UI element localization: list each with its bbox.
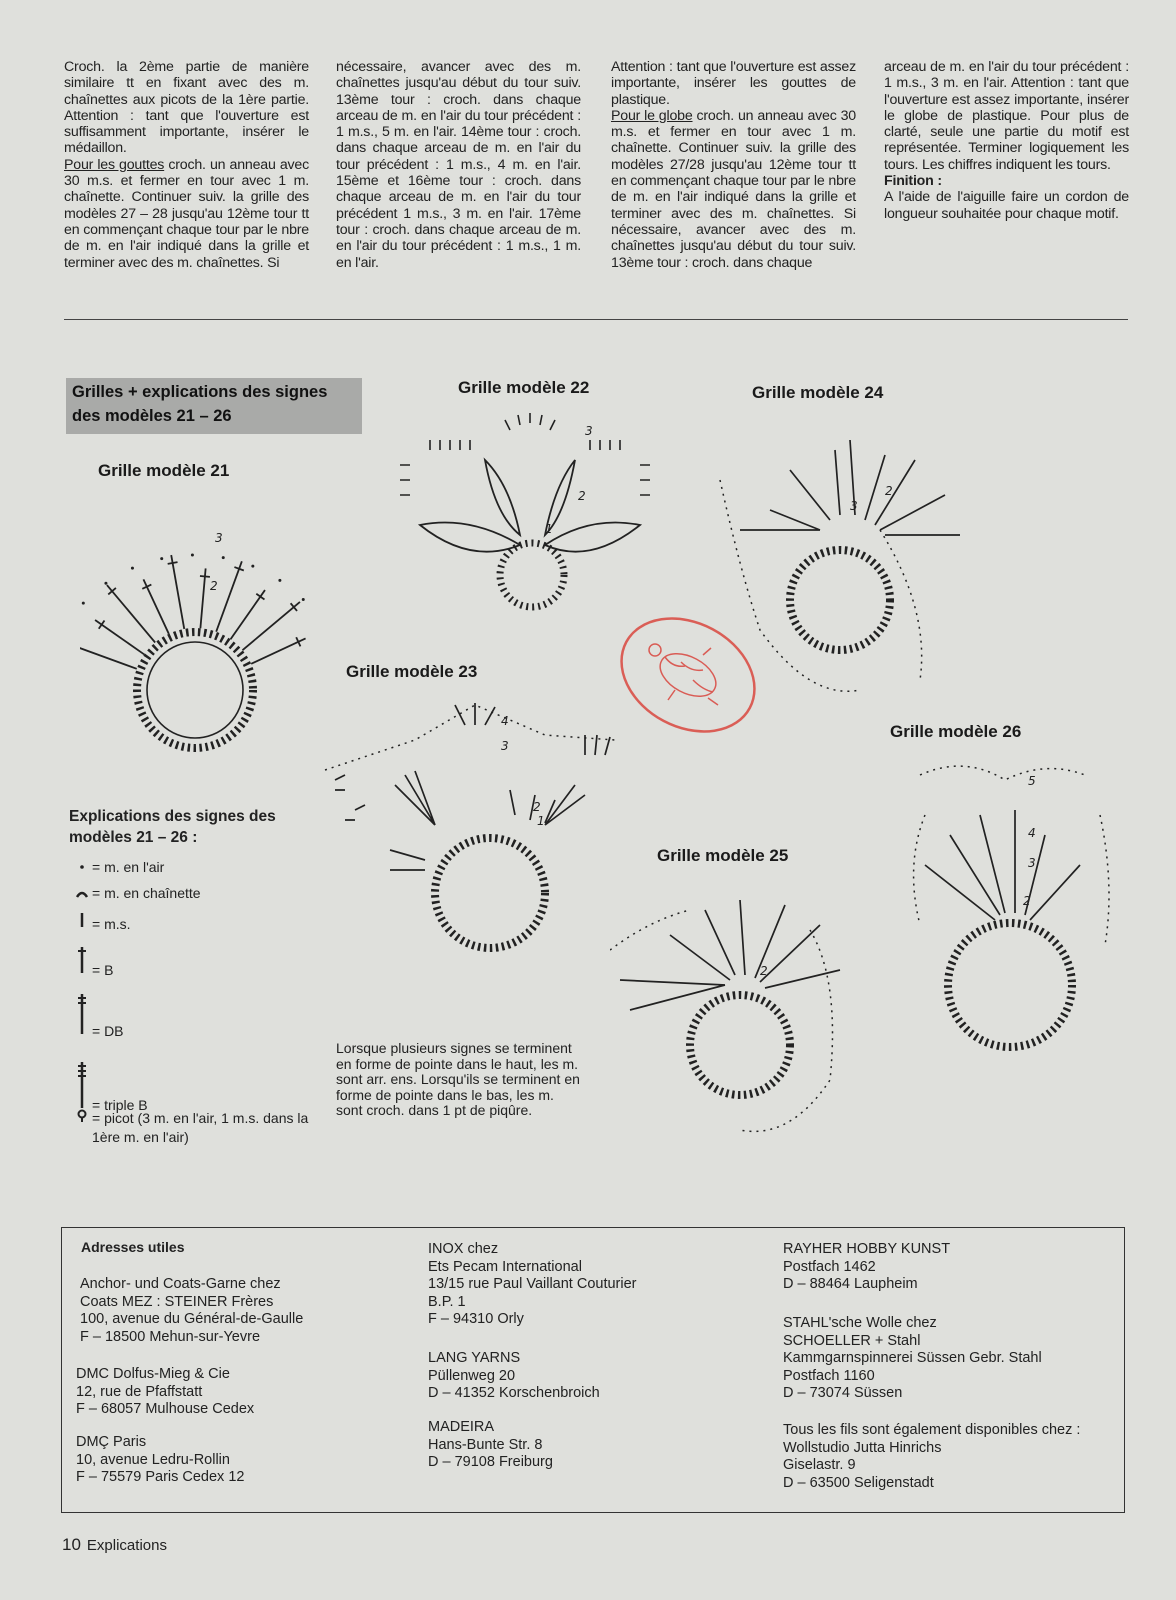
legend-item: = m. en l'air	[72, 859, 164, 875]
chain-dot	[82, 602, 85, 605]
legend-item: = picot (3 m. en l'air, 1 m.s. dans la 1ère m. en l'air)	[72, 1109, 308, 1147]
address-entry: DMC Dolfus-Mieg & Cie 12, rue de Pfaffstatt F – 68057 Mulhouse Cedex	[76, 1366, 255, 1417]
stitch-crossbar	[168, 562, 178, 564]
stitch-mark	[95, 620, 144, 654]
round-number: 3	[501, 739, 509, 753]
grid-title-25: Grille modèle 25	[657, 846, 789, 865]
stitch-mark	[251, 638, 305, 663]
round-number: 2	[210, 579, 218, 593]
crochet-diagram-21	[80, 490, 320, 760]
address-entry: DMÇ Paris 10, avenue Ledru-Rollin F – 75579 Paris Cedex 12	[76, 1434, 245, 1485]
round-number: 2	[533, 800, 541, 814]
section-title-line-2: des modèles 21 – 26	[72, 407, 232, 425]
chain-dots	[80, 554, 320, 685]
address-entry: MADEIRA Hans-Bunte Str. 8 D – 79108 Freiburg	[428, 1419, 553, 1470]
grid-title-26: Grille modèle 26	[890, 722, 1022, 741]
chain-dot	[191, 554, 194, 557]
round-number: 3	[850, 499, 858, 513]
text-column-1	[64, 59, 309, 271]
note-paragraph: Lorsque plusieurs signes se terminent en forme de pointe dans le haut, les m. sont arr. ens. Lorsqu'ils se terminent en forme de pointe dans le bas, les m. sont croch. dans 1 pt de piqûre.	[336, 1040, 580, 1118]
chain-dot	[278, 579, 281, 582]
crochet-diagram-25	[610, 880, 850, 1140]
address-entry: Anchor- und Coats-Garne chez Coats MEZ : STEINER Frères 100, avenue du Général-de-Gaulle F – 18500 Mehun-sur-Yevre	[80, 1276, 304, 1345]
address-entry: Tous les fils sont également disponibles chez : Wollstudio Jutta Hinrichs Giselastr. 9 D – 63500 Seligenstadt	[783, 1422, 1081, 1491]
stitch-crossbar	[200, 576, 210, 577]
subheading-drops: Pour les gouttes	[64, 156, 165, 173]
db-stitch-icon	[72, 992, 92, 1039]
subheading-globe: Pour le globe	[611, 107, 693, 124]
chain-dot	[131, 567, 134, 570]
chain-dot	[222, 556, 225, 559]
grid-title-22: Grille modèle 22	[458, 378, 590, 397]
picot-icon	[72, 1109, 92, 1128]
text-column-2	[336, 59, 581, 271]
stitch-crossbar	[99, 621, 105, 629]
turtle-stamp-icon	[613, 610, 763, 740]
text-column-4	[884, 59, 1129, 222]
crochet-diagram-26	[905, 755, 1115, 1090]
chain-dot	[160, 557, 163, 560]
paragraph: croch. un anneau avec 30 m.s. et fermer en tour avec 1 m. chaînette. Continuer suiv. la grille des modèles 27/28 jusqu'au 12ème tour tt en commençant chaque tour par le nbre de m. en l'air indiqué dans la grille et terminer avec des m. chaînettes. Si nécessaire, avancer avec des m. chaînettes jusqu'au début du tour suiv. 13ème tour : croch. dans chaque	[611, 107, 856, 271]
grid-title-23: Grille modèle 23	[346, 662, 478, 681]
footer-label: Explications	[86, 1537, 167, 1554]
address-entry: INOX chez Ets Pecam International 13/15 rue Paul Vaillant Couturier B.P. 1 F – 94310 Orly	[428, 1241, 637, 1327]
grid-title-21: Grille modèle 21	[98, 461, 230, 480]
addresses-title: Adresses utiles	[81, 1239, 185, 1255]
legend-item: = B	[72, 945, 113, 978]
stitch-mark	[231, 590, 265, 639]
legend-title: Explications des signes des modèles 21 – 26 :	[69, 808, 276, 846]
round-number: 2	[578, 489, 586, 503]
paragraph: Attention : tant que l'ouverture est assez importante, insérer les gouttes de plastique.	[611, 59, 856, 108]
paragraph: croch. un anneau avec 30 m.s. et fermer en tour avec 1 m. chaînette. Continuer suiv. la grille des modèles 27 – 28 jusqu'au 12ème tour tt en commençant chaque tour par le nbre de m. en l'air indiqué dans la grille et terminer avec des m. chaînettes. Si	[64, 156, 309, 271]
stitch-mark	[216, 561, 242, 631]
round-number: 4	[1028, 826, 1036, 840]
page-number: 10	[62, 1535, 81, 1554]
round-number: 2	[760, 964, 768, 978]
bar-icon	[72, 911, 92, 932]
legend-item: = triple B	[72, 1060, 148, 1113]
crochet-diagram-22	[390, 405, 680, 630]
chain-dot	[104, 582, 107, 585]
round-number: 1	[545, 522, 553, 536]
legend-item: = m. en chaînette	[72, 885, 201, 901]
stitch-mark	[171, 555, 184, 629]
chain-dot	[302, 598, 305, 601]
round-number: 4	[501, 714, 509, 728]
page-footer	[62, 1535, 167, 1555]
b-stitch-icon	[72, 945, 92, 978]
round-number: 2	[1023, 894, 1031, 908]
stitch-mark	[200, 568, 205, 628]
horizontal-rule	[64, 319, 1128, 320]
stitch-mark	[80, 643, 137, 669]
triple-stitch-icon	[72, 1060, 92, 1113]
round-number: 3	[585, 424, 593, 438]
paragraph: A l'aide de l'aiguille faire un cordon de longueur souhaitée pour chaque motif.	[884, 189, 1129, 222]
section-title-box	[66, 378, 362, 434]
legend-item: = DB	[72, 992, 124, 1039]
arc-icon	[72, 885, 92, 901]
stitch-crossbar	[256, 594, 264, 600]
round-number: 5	[1028, 774, 1036, 788]
grid-title-24: Grille modèle 24	[752, 383, 884, 402]
round-number: 1	[537, 814, 545, 828]
legend-item: = m.s.	[72, 911, 131, 932]
stitch-mark	[143, 579, 168, 633]
section-title-line-1: Grilles + explications des signes	[72, 383, 328, 401]
subheading-finition: Finition :	[884, 173, 942, 190]
paragraph: Croch. la 2ème partie de manière similaire tt en fixant avec des m. chaînettes aux picots de la 1ère partie. Attention : tant que l'ouverture est suffisamment importante, insérer le médaillon.	[64, 59, 309, 157]
address-entry: RAYHER HOBBY KUNST Postfach 1462 D – 88464 Laupheim	[783, 1241, 951, 1292]
crochet-diagram-23	[315, 695, 635, 980]
text-column-3	[611, 59, 856, 271]
address-entry: LANG YARNS Püllenweg 20 D – 41352 Korschenbroich	[428, 1350, 600, 1401]
chain-dot	[251, 565, 254, 568]
address-entry: STAHL'sche Wolle chez SCHOELLER + Stahl Kammgarnspinnerei Süssen Gebr. Stahl Postfach 1160 D – 73074 Süssen	[783, 1315, 1042, 1401]
paragraph: arceau de m. en l'air du tour précédent : 1 m.s., 3 m. en l'air. Attention : tant que l'ouverture est assez importante, insérer le globe de plastique. Pour plus de clarté, seule une partie du motif est représentée. Terminer logiquement les tours. Les chiffres indiquent les tours.	[884, 59, 1129, 173]
paragraph: nécessaire, avancer avec des m. chaînettes jusqu'au début du tour suiv. 13ème tour : croch. dans chaque arceau de m. en l'air du tour précédent : 1 m.s., 5 m. en l'air. 14ème tour : croch. dans chaque arceau de m. en l'air du tour précédent : 1 m.s., 4 m. en l'air. 15ème et 16ème tour : croch. dans chaque arceau de m. en l'air du tour précédent 1 m.s., 3 m. en l'air. 17ème tour : croch. dans chaque arceau de m. en l'air du tour précédent : 1 m.s., 1 m. en l'air.	[336, 59, 581, 271]
round-number: 2	[885, 484, 893, 498]
round-number: 3	[215, 531, 223, 545]
round-number: 3	[1028, 856, 1036, 870]
dot-icon	[72, 859, 92, 875]
